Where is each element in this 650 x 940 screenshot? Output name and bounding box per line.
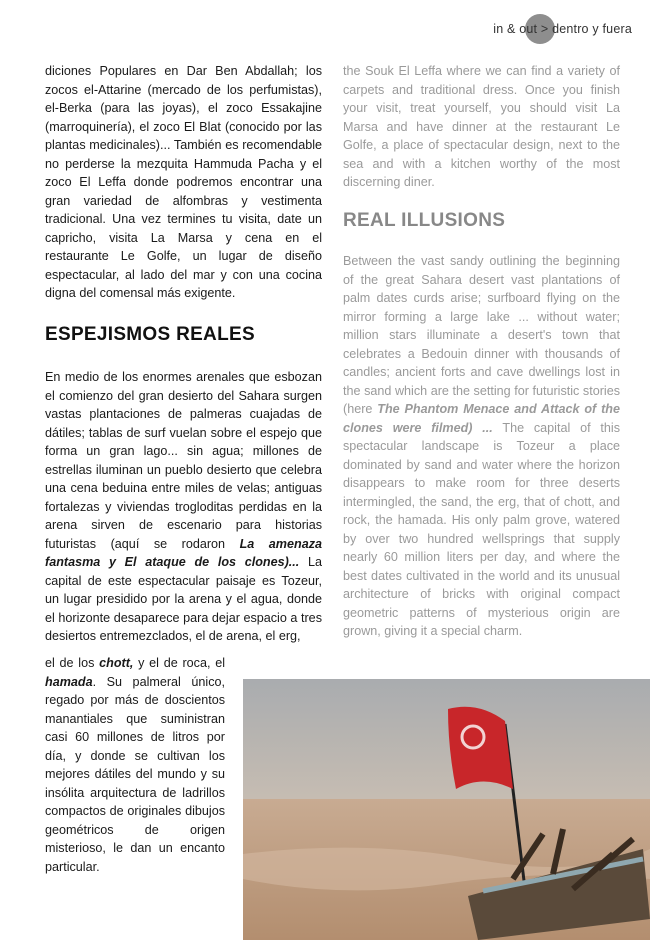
desert-boat-illustration: [243, 679, 650, 940]
section-header: [493, 22, 632, 36]
chott-term: chott,: [99, 656, 134, 670]
sky: [243, 679, 650, 804]
spanish-heading: ESPEJISMOS REALES: [45, 323, 255, 345]
english-heading: REAL ILLUSIONS: [343, 209, 506, 231]
desert-boat-photo: [243, 679, 650, 940]
english-paragraph-2: Between the vast sandy outlining the beginning of the great Sahara desert vast plantations of palm dates curds arise; surfboard flying on the mirror forming a large lake ... without water; million stars illuminate a desert's town that celebrates a Bedouin dinner with thousands of candles; ancient forts and cave dwellings lost in the sand which are the setting for futuristic stories (here The Phantom Menace and Attack of the clones were filmed) ... The capital of this spectacular landscape is Tozeur a place dominated by sand and water where the horizon disappears to make room for three deserts intermingled, the sand, the erg, that of chott, and rock, the hamada. His only palm grove, watered by over two hundred wellsprings that supply nearly 60 million liters per day, and where the best dates cultivated in the world and its unusual architecture of bricks with original compact geometric patterns of mysterious origin are grown, giving it a special charm.: [343, 254, 620, 638]
spanish-column: [45, 62, 322, 646]
spanish-paragraph-1: diciones Populares en Dar Ben Abdallah; los zocos el-Attarine (mercado de los perfumistas), el-Berka (para las joyas), el zoco Essakajine (marroquinería), el zoco El Blat (conocido por las plantas medicinales)... También es recomendable no perderse la mezquita Hammuda Pacha y el zoco El Leffa donde podremos encontrar una gran variedad de alfombras y vestimenta tradicional. Una vez termines tu visita, date un capricho, visita La Marsa y cena en el restaurante Le Golfe, un lugar de diseño espectacular, al lado del mar y con una cocina digna del comensal más exigente.: [45, 64, 322, 300]
section-label: in & out > dentro y fuera: [493, 22, 632, 36]
english-column: [343, 62, 620, 641]
spanish-paragraph-2: En medio de los enormes arenales que esbozan el comienzo del gran desierto del Sahara surgen vastas plantaciones de palmeras cuajadas de dátiles; tablas de surf vuelan sobre el espejo que forma un gran lago... sin agua; millones de estrellas iluminan un pueblo desierto que celebra una cena beduina entre miles de velas; antiguas fortalezas y viviendas trogloditas perdidas en la arena sirven de escenario para historias futuristas (aquí se rodaron La amenaza fantasma y El ataque de los clones)... La capital de este espectacular paisaje es Tozeur, un lugar presidido por la arena y el agua, donde el horizonte desaparece para dejar espacio a tres desiertos entremezclados, el de arena, el erg,: [45, 370, 322, 643]
spanish-film-titles: La amenaza fantasma y El ataque de los clones)...: [45, 536, 322, 569]
hamada-term: hamada: [45, 674, 93, 689]
spanish-wrap-text: el de los chott, y el de roca, el hamada. Su palmeral único, regado por más de doscientos manantiales que suministran casi 60 millones de litros por día, y donde se cultivan los mejores dátiles del mundo y su insólita arquitectura de ladrillos compactos de originales dibujos geométricos de origen misterioso, le dan un encanto particular.: [45, 656, 225, 874]
english-film-titles: The Phantom Menace and Attack of the clones were filmed) ...: [343, 402, 620, 435]
english-paragraph-1: the Souk El Leffa where we can find a variety of carpets and traditional dress. Once you finish your visit, treat yourself, you should visit La Marsa and have dinner at the restaurant Le Golfe, a place of spectacular design, next to the sea and with a kitchen worthy of the most discerning diner.: [343, 64, 620, 189]
